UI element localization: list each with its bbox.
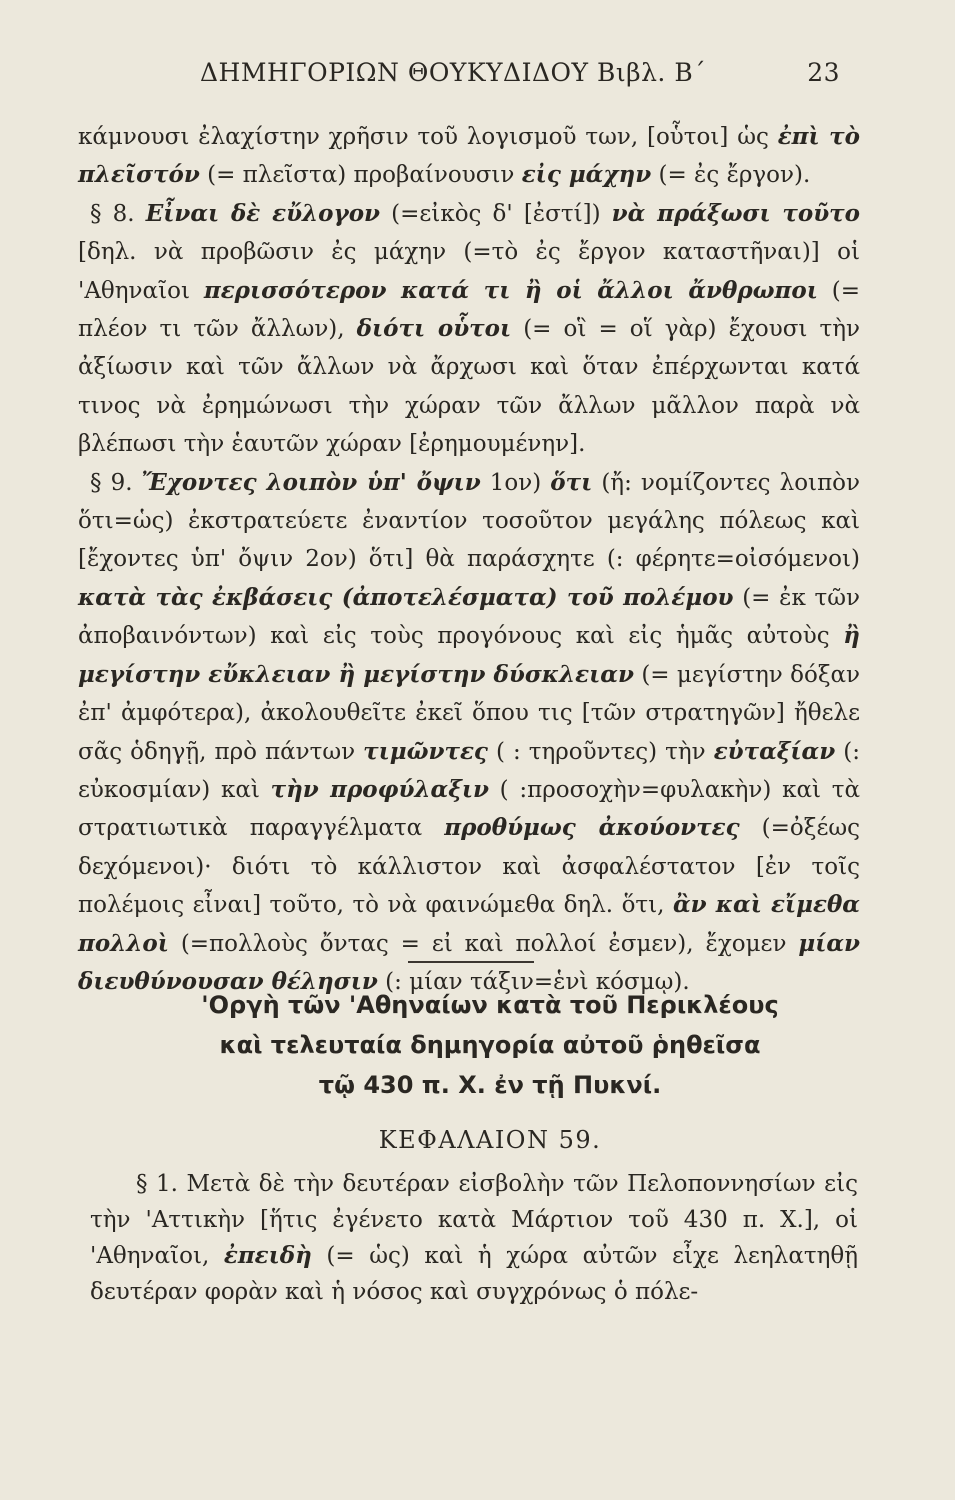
paragraph-1 xyxy=(78,118,860,195)
chapter-text xyxy=(90,1166,858,1310)
heading-line-2: καὶ τελευταία δημηγορία αὐτοῦ ῥηθεῖσα xyxy=(219,1031,761,1059)
emphasis-run: εὐταξίαν xyxy=(713,737,836,765)
commentary-text xyxy=(78,118,860,1001)
text-run: (=ὀξέως δεχόμενοι)· διότι τὸ κάλλιστον καὶ ἀσφαλέστατον [ἐν τοῖς πολέμοις εἶναι] τοῦτο, τὸ νὰ φαινώμεθα δηλ. ὅτι, xyxy=(78,815,860,919)
chapter-title: ΚΕΦΑΛΑΙΟΝ 59. xyxy=(378,1126,602,1154)
text-run: (= ἐς ἔργον). xyxy=(651,162,811,189)
running-head-title: ΔΗΜΗΓΟΡΙΩΝ ΘΟΥΚΥΔΙΔΟΥ Βιβλ. Β΄ xyxy=(200,58,707,87)
text-run: (= ἐκ τῶν ἀποβαινόντων) καὶ εἰς τοὺς προγόνους καὶ εἰς ἡμᾶς αὐτοὺς xyxy=(78,584,861,650)
section-divider xyxy=(408,961,534,963)
text-run: ( : τηροῦντες) τὴν xyxy=(487,738,714,765)
heading-line-3: τῷ 430 π. Χ. ἐν τῇ Πυκνί. xyxy=(318,1071,662,1099)
text-run: ( :προσοχὴν=φυλακὴν) καὶ τὰ στρατιωτικὰ παραγγέλματα xyxy=(78,776,860,842)
emphasis-run: Εἶναι δὲ εὔλογον xyxy=(145,199,381,227)
emphasis-run: ἢ μεγίστην εὔκλειαν ἢ μεγίστην δύσκλειαν xyxy=(78,622,860,688)
text-run: § 1. Μετὰ δὲ τὴν δευτέραν εἰσβολὴν τῶν Πελοποννησίων εἰς τὴν 'Αττικὴν [ἥτις ἐγένετο κατὰ Μάρτιον τοῦ 430 π. Χ.], οἱ 'Αθηναῖοι, xyxy=(90,1171,858,1269)
text-run: § 8. xyxy=(90,200,146,227)
text-run: § 9. xyxy=(90,469,142,496)
emphasis-run: μίαν διευθύνουσαν θέλησιν xyxy=(78,929,860,995)
page-number: 23 xyxy=(807,58,840,87)
emphasis-run: τιμῶντες xyxy=(363,737,488,765)
emphasis-run: ἐπὶ τὸ πλεῖστόν xyxy=(78,123,860,189)
text-run: (=πολλοὺς ὄντας = εἰ καὶ πολλοί ἐσμεν), ἔχομεν xyxy=(168,930,799,957)
emphasis-run: κατὰ τὰς ἐκβάσεις (ἀποτελέσματα) τοῦ πολέμου xyxy=(78,583,734,611)
text-run: (: μίαν τάξιν=ἑνὶ κόσμῳ). xyxy=(377,968,690,995)
emphasis-run: ὅτι xyxy=(550,468,593,496)
emphasis-run: διότι οὗτοι xyxy=(356,315,512,343)
text-run: 1ον) xyxy=(480,469,551,496)
text-run: (=εἰκὸς δ' [ἐστί]) xyxy=(380,200,612,227)
text-run: (= οἳ = οἵ γὰρ) ἔχουσι τὴν ἀξίωσιν καὶ τῶν ἄλλων νὰ ἄρχωσι καὶ ὅταν ἐπέρχωνται κατά τινος νὰ ἐρημώνωσι τὴν χώραν τῶν ἄλλων μᾶλλον παρὰ νὰ βλέπωσι τὴν ἑαυτῶν χώραν [ἐρημουμένην]. xyxy=(78,316,860,458)
emphasis-run: προθύμως ἀκούοντες xyxy=(444,814,740,842)
text-run: (= πλεῖστα) προβαίνουσιν xyxy=(199,162,522,189)
emphasis-run: ἂν καὶ εἴμεθα πολλοὶ xyxy=(78,891,860,957)
emphasis-run: εἰς μάχην xyxy=(521,161,652,189)
paragraph-section-1 xyxy=(90,1166,858,1310)
text-run: (: εὐκοσμίαν) καὶ xyxy=(78,738,860,803)
emphasis-run: νὰ πράξωσι τοῦτο xyxy=(611,199,860,227)
text-run: κάμνουσι ἐλαχίστην χρῆσιν τοῦ λογισμοῦ των, [οὗτοι] ὡς xyxy=(78,124,778,150)
text-run: [δηλ. νὰ προβῶσιν ἐς μάχην (=τὸ ἐς ἔργον καταστῆναι)] οἱ 'Αθηναῖοι xyxy=(78,239,860,304)
emphasis-run: περισσότερον κατά τι ἢ οἱ ἄλλοι ἄνθρωποι xyxy=(203,276,818,304)
emphasis-run: τὴν προφύλαξιν xyxy=(270,775,489,803)
paragraph-section-9 xyxy=(78,464,860,1002)
text-run: (= πλέον τι τῶν ἄλλων), xyxy=(78,277,860,343)
text-run: (= μεγίστην δόξαν ἐπ' ἀμφότερα), ἀκολουθεῖτε ἐκεῖ ὅπου τις [τῶν στρατηγῶν] ἤθελε σᾶς ὁδηγῇ, πρὸ πάντων xyxy=(78,661,860,765)
emphasis-run: ἐπειδὴ xyxy=(223,1242,312,1269)
text-run: (ἤ: νομίζοντες λοιπὸν ὅτι=ὡς) ἐκστρατεύετε ἐναντίον τοσοῦτον μεγάλης πόλεως καὶ [ἔχοντες ὑπ' ὄψιν 2ον) ὅτι] θὰ παράσχητε (: φέρητε=οἰσόμενοι) xyxy=(78,469,861,573)
text-run: (= ὡς) καὶ ἡ χώρα αὐτῶν εἶχε λεηλατηθῇ δευτέραν φορὰν καὶ ἡ νόσος καὶ συγχρόνως ὁ πόλε- xyxy=(90,1243,858,1305)
heading-line-1: 'Οργὴ τῶν 'Αθηναίων κατὰ τοῦ Περικλέους xyxy=(201,991,779,1019)
paragraph-section-8 xyxy=(78,195,860,464)
section-heading xyxy=(110,985,870,1105)
emphasis-run: Ἔχοντες λοιπὸν ὑπ' ὄψιν xyxy=(141,468,481,496)
